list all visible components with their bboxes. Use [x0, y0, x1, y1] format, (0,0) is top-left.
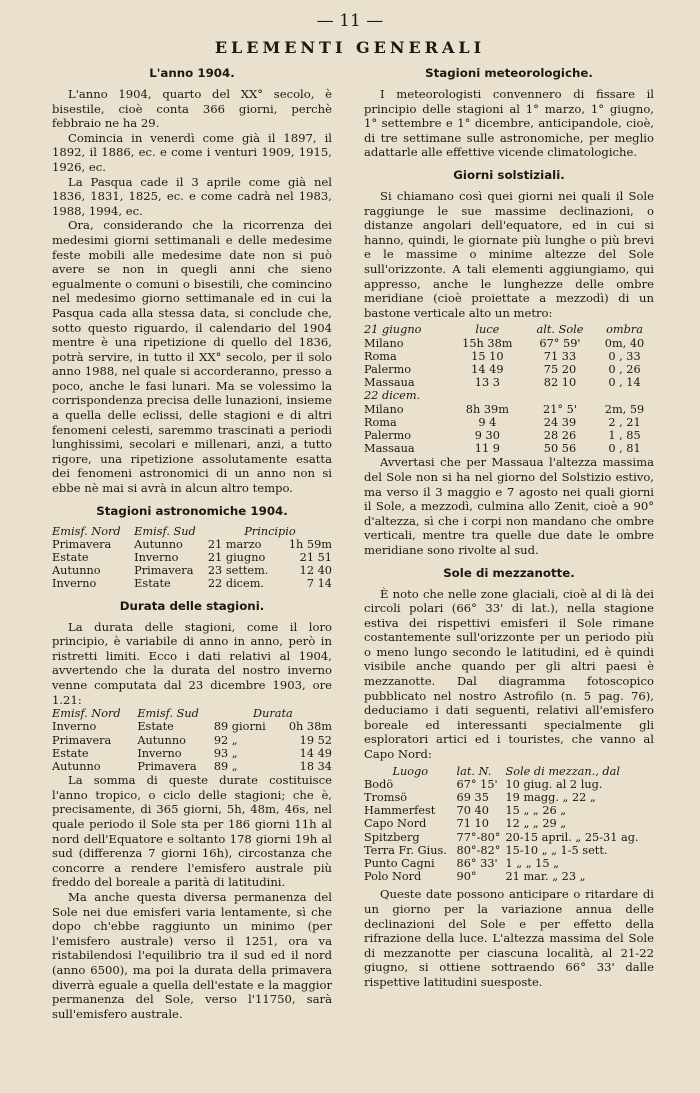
table-header: Durata	[253, 707, 293, 721]
table-row: Massaua 11 9 50 56 0 , 81	[364, 442, 641, 456]
page-number: — 11 —	[316, 11, 384, 31]
table-header: ombra	[606, 323, 643, 337]
section-heading-durata: Durata delle stagioni.	[119, 598, 265, 613]
paragraph: Ma anche questa diversa permanenza del Sole nei due emisferi varia lentamente, sì che dopo ch'ebbe raggiunto un minimo (per l'emisfero australe) verso il 1251, ora va ristabilendosi l'equilibrio tra il sud ed il nord (anno 6500), ma poi la durata della primavera diverrà eguale a quella dell'estate e la maggior permanenza del Sole, verso l'11750, sarà sull'emisfero australe.	[52, 889, 332, 1021]
section-heading-stagioni-meteorologiche: Stagioni meteorologiche.	[425, 66, 593, 80]
table-row: Tromsö 69 35 19 magg. „ 22 „	[364, 791, 596, 805]
table-header: Luogo	[392, 764, 429, 778]
table-row: Punto Cagni 86° 33' 1 „ „ 15 „	[364, 857, 559, 871]
table-subheader: 22 dicem.	[364, 389, 421, 403]
paragraph: I meteorologisti convennero di fissare il principio delle stagioni al 1° marzo, 1° giugno, 1° settembre e 1° dicembre, anticipandole, cioè, di tre settimane sulle astronomiche, per meglio adattarle alle effettive vicende climatologiche.	[364, 87, 654, 160]
table-header: Emisf. Sud	[134, 524, 196, 538]
table-row: Inverno Estate 89 giorni 0h 38m	[52, 720, 332, 734]
paragraph: È noto che nelle zone glaciali, cioè al di là dei circoli polari (66° 33' di lat.), nella stagione estiva dei rispettivi emisferi il Sole rimane costantemente sull'orizzonte per un periodo più o meno lungo secondo le latitudini, ed è quindi visibile anche quando per gli altri paesi è mezzanotte. Dal diagramma fotoscopico pubblicato nel nostro Astrofilo (n. 5 pag. 76), deduciamo i dati seguenti, relativi all'emisfero boreale ed interessanti specialmente gli esploratori artici ed i touristes, che vanno al Capo Nord:	[364, 586, 654, 762]
table-row: Milano 15h 38m 67° 59' 0m, 40	[364, 336, 645, 350]
paragraph: La somma di queste durate costituisce l'anno tropico, o ciclo delle stagioni; che è, precisamente, di 365 giorni, 5h, 48m, 46s, nel quale periodo il Sole sta per 186 giorni 11h al nord dell'Equatore e soltanto 178 giorni 19h al sud (differenza 7 giorni 16h), circostanza che concorre a rendere l'emisfero australe più freddo del boreale a parità di latitudini.	[52, 773, 332, 890]
table-header: Principio	[244, 524, 296, 538]
table-row: Spitzberg 77°-80° 20-15 april. „ 25-31 ag.	[364, 830, 639, 844]
table-header: 21 giugno	[364, 323, 422, 337]
paragraph: L'anno 1904, quarto del XX° secolo, è bisestile, cioè conta 366 giorni, perchè febbraio ne ha 29.	[52, 87, 332, 131]
season-duration-table	[52, 707, 332, 773]
table-row: Primavera Autunno 21 marzo 1h 59m	[52, 537, 332, 551]
table-row: Milano 8h 39m 21° 5' 2m, 59	[364, 402, 645, 416]
solstice-table	[364, 323, 654, 455]
left-column	[52, 66, 332, 1021]
section-heading-anno: L'anno 1904.	[149, 66, 235, 80]
section-heading-giorni-solstiziali: Giorni solstiziali.	[453, 167, 565, 182]
table-row: Bodö 67° 15' 10 giug. al 2 lug.	[364, 777, 603, 791]
paragraph: La Pasqua cade il 3 aprile come già nel 1836, 1831, 1825, ec. e come cadrà nel 1983, 1988, 1994, ec.	[52, 174, 332, 218]
table-row: Primavera Autunno 92 „ 19 52	[52, 733, 332, 747]
paragraph: Si chiamano così quei giorni nei quali il Sole raggiunge le sue massime declinazioni, o distanze angolari dell'equatore, ed in cui si hanno, quindi, le giornate più lunghe o più brevi e le massime o minime altezze del Sole sull'orizzonte. A tali elementi aggiungiamo, qui appresso, anche le lunghezze delle ombre meridiane (cioè proiettate a mezzodì) di un bastone verticale alto un metro:	[364, 188, 654, 320]
table-header: luce	[475, 323, 500, 337]
table-row: Capo Nord 71 10 12 „ „ 29 „	[364, 817, 567, 831]
table-row: Autunno Primavera 89 „ 18 34	[52, 760, 332, 774]
midnight-sun-table	[364, 765, 654, 884]
paragraph: Ora, considerando che la ricorrenza dei medesimi giorni settimanali e delle medesime feste mobili alle medesime date non si può avere se non in quegli anni che sieno egualmente o comuni o bisestili, che comincino nel medesimo giorno settimanale ed in cui la Pasqua cada alla stessa data, si conclude che, sotto questo riguardo, il calendario del 1904 mentre è una ripetizione di quello del 1836, potrà servire, in tutto il XX° secolo, per il solo anno 1988, nel quale si accorderanno, presso a poco, anche le fasi lunari. Ma se volessimo la corrispondenza precisa delle lunazioni, insieme a quella delle eclissi, delle stagioni e di altri fenomeni celesti, saremmo trascinati a periodi lunghissimi, secolari e millenari, anzi, a tutto rigore, una ripetizione assolutamente esatta dei fenomeni astronomici di un anno non si ebbe nè mai si avrà in alcun altro tempo.	[52, 218, 332, 496]
table-row: Massaua 13 3 82 10 0 , 14	[364, 376, 641, 390]
astronomical-seasons-table	[52, 525, 332, 591]
paragraph: Comincia in venerdì come già il 1897, il 1892, il 1886, ec. e come i venturi 1909, 1915, 1926, ec.	[52, 130, 332, 174]
page-title: ELEMENTI GENERALI	[214, 38, 486, 57]
table-row: Inverno Estate 22 dicem. 7 14	[52, 577, 332, 591]
table-row: Estate Inverno 21 giugno 21 51	[52, 551, 332, 565]
table-row: Polo Nord 90° 21 mar. „ 23 „	[364, 870, 586, 884]
table-header: lat. N.	[456, 764, 492, 778]
table-row: Estate Inverno 93 „ 14 49	[52, 746, 332, 760]
section-heading-stagioni-astronomiche: Stagioni astronomiche 1904.	[96, 503, 288, 518]
table-row: Roma 9 4 24 39 2 , 21	[364, 415, 641, 429]
table-row: Roma 15 10 71 33 0 , 33	[364, 349, 641, 363]
table-row: Autunno Primavera 23 settem. 12 40	[52, 564, 332, 578]
table-header: Emisf. Nord	[52, 707, 121, 721]
table-header: alt. Sole	[536, 323, 584, 337]
table-row: Palermo 14 49 75 20 0 , 26	[364, 362, 641, 376]
table-row: Terra Fr. Gius. 80°-82° 15-10 „ „ 1-5 sett.	[364, 843, 608, 857]
right-column	[364, 66, 654, 990]
paragraph: La durata delle stagioni, come il loro principio, è variabile di anno in anno, però in ristretti limiti. Ecco i dati relativi al 1904, avvertendo che la durata del nostro inverno venne computata dal 23 dicembre 1903, ore 1.21:	[52, 619, 332, 707]
table-header: Emisf. Nord	[52, 524, 121, 538]
table-row: Palermo 9 30 28 26 1 , 85	[364, 428, 641, 442]
section-heading-sole-di-mezzanotte: Sole di mezzanotte.	[443, 565, 575, 580]
paragraph: Queste date possono anticipare o ritardare di un giorno per la variazione annua delle declinazioni del Sole e per effetto della rifrazione della luce. L'altezza massima del Sole di mezzanotte per ciascuna località, al 21-22 giugno, si ottiene sottraendo 66° 33' dalle rispettive latitudini suesposte.	[364, 887, 654, 990]
table-header: Sole di mezzan., dal	[505, 764, 621, 778]
table-header: Emisf. Sud	[137, 707, 199, 721]
paragraph: Avvertasi che per Massaua l'altezza massima del Sole non si ha nel giorno del Solstizio estivo, ma verso il 3 maggio e 7 agosto nei quali giorni il Sole, a mezzodì, culmina allo Zenit, cioè a 90° d'altezza, sì che i corpi non mandano che ombre verticali, mentre tra quelle due date le ombre meridiane sono rivolte al sud.	[364, 455, 654, 557]
table-row: Hammerfest 70 40 15 „ „ 26 „	[364, 804, 567, 818]
